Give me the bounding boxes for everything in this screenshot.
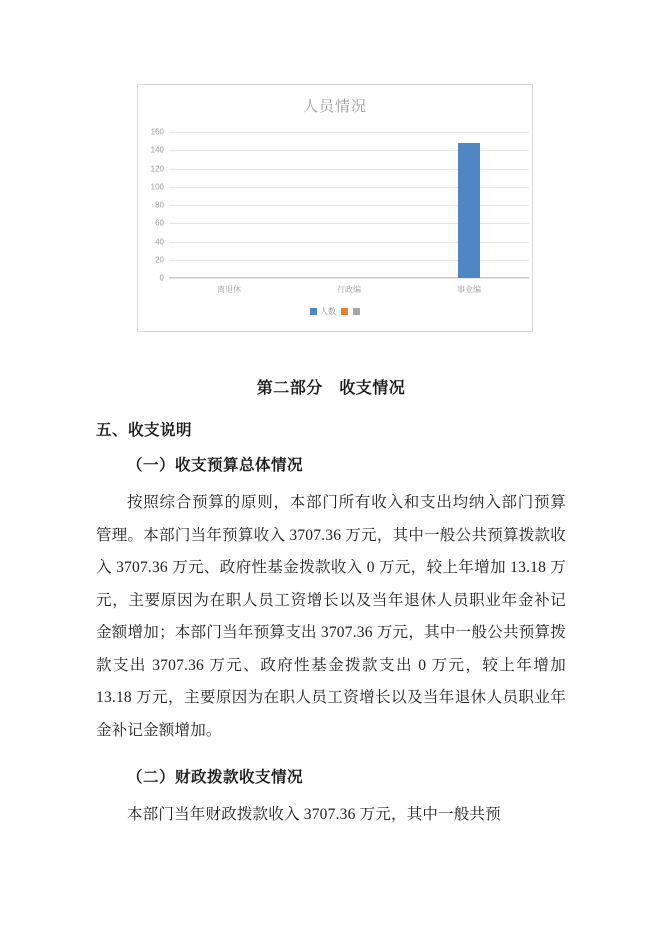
- chart-legend-label: 人数: [320, 307, 336, 316]
- chart-category-slot: [289, 132, 409, 294]
- chart-x-tick-label: 行政编: [337, 285, 361, 294]
- chart-plot-wrapper: [138, 85, 532, 331]
- chart-legend-item: [310, 306, 336, 317]
- chart-legend-item: [353, 308, 360, 315]
- chart-bar: [458, 143, 480, 278]
- chart-title: 人员情况: [302, 98, 367, 115]
- chart-category-slot: [169, 132, 289, 294]
- chart-y-tick-label: 160: [150, 127, 164, 137]
- item-two-heading: （二）财政拨款收支情况: [127, 769, 304, 787]
- chart-gridline: [159, 273, 529, 283]
- chart-plot-area: [150, 127, 529, 294]
- document-body: [96, 375, 566, 844]
- chart-y-tick-label: 80: [155, 200, 164, 210]
- section-heading: 第二部分 收支情况: [256, 380, 406, 397]
- chart-y-tick-label: 40: [155, 237, 164, 246]
- chart-x-tick-label: 离退休: [217, 285, 241, 294]
- chart-y-tick-label: 20: [155, 255, 164, 265]
- chart-y-tick-label: 120: [150, 164, 164, 173]
- chart-y-tick-label: 140: [150, 145, 164, 155]
- chart-y-tick-label: 60: [155, 218, 164, 228]
- chart-legend-item: [341, 308, 348, 315]
- chart-y-tick-label: 100: [150, 182, 164, 192]
- paragraph-two: 本部门当年财政拨款收入 3707.36 万元，其中一般共预: [127, 806, 501, 824]
- chart-legend-swatch: [310, 308, 317, 315]
- item-one-heading: （一）收支预算总体情况: [127, 457, 304, 474]
- chart-y-tick-label: 0: [159, 273, 164, 283]
- chart-category-slot: [409, 132, 529, 294]
- chart-x-tick-label: 事业编: [457, 285, 481, 294]
- chart-legend-swatch: [341, 308, 348, 315]
- chart-legend: [138, 306, 532, 317]
- chart-legend-swatch: [353, 308, 360, 315]
- paragraph-one: 按照综合预算的原则，本部门所有收入和支出均纳入部门预算管理。本部门当年预算收入 3707.36 万元，其中一般公共预算拨款收入 3707.36 万元、政府性基金拨款收入 0 万元，较上年增加 13.18 万元，主要原因为在职人员工资增长以及当年退休人员职业年金补记金额增加；本部门当年预算支出 3707.36 万元，其中一般公共预算拨款支出 3707.36 万元、政府性基金拨款支出 0 万元，较上年增加 13.18 万元，主要原因为在职人员工资增长以及当年退休人员职业年金补记金额增加。: [96, 494, 566, 739]
- subsection-heading: 五、收支说明: [96, 422, 193, 439]
- personnel-bar-chart: [137, 84, 533, 332]
